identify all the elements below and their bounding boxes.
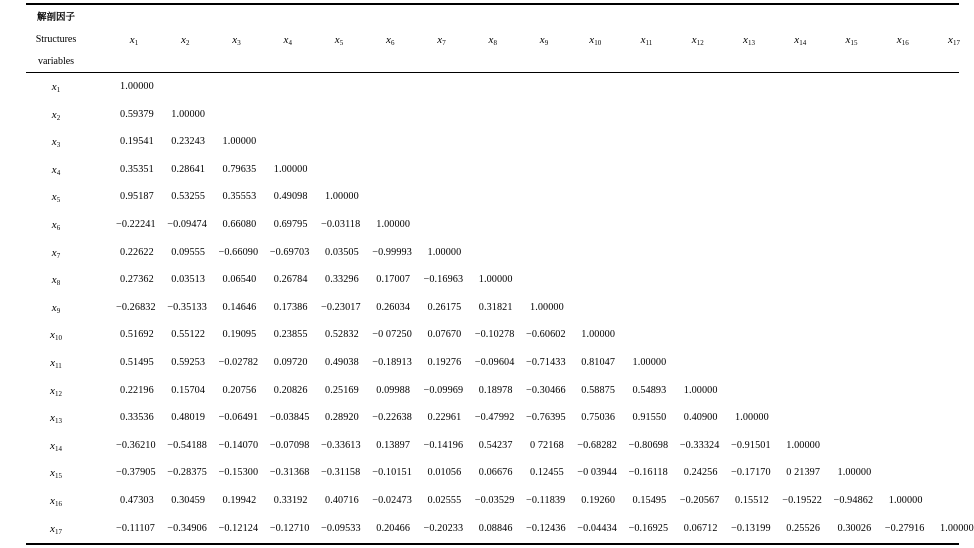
matrix-cell: −0.28375 (167, 467, 207, 479)
matrix-cell: 1.00000 (683, 384, 718, 396)
matrix-cell: 0.09555 (171, 246, 206, 258)
matrix-cell: −0.33324 (679, 439, 720, 451)
matrix-cell: 0.02555 (427, 495, 462, 506)
column-header-14 (780, 34, 820, 49)
matrix-cell: 0.40900 (683, 412, 718, 424)
table-row (26, 73, 959, 101)
matrix-cell: 0.27362 (120, 274, 154, 286)
header-label-structures: Structures (35, 34, 77, 45)
variable-subscript: 12 (54, 389, 62, 398)
matrix-cell: −0.10278 (474, 329, 515, 341)
table-row (26, 266, 959, 294)
variable-symbol: x (283, 34, 289, 46)
variable-subscript: 4 (288, 39, 292, 47)
matrix-cell: 0.58875 (581, 384, 616, 396)
matrix-cell: 1.00000 (273, 163, 308, 175)
matrix-cell: −0.23017 (321, 301, 361, 313)
variable-subscript: 17 (54, 527, 62, 536)
column-header-7 (422, 34, 462, 49)
row-header-16 (26, 494, 86, 511)
matrix-cell: 0.55122 (171, 329, 206, 341)
header-label-chinese: 解剖因子 (36, 12, 75, 23)
matrix-cell: 0.13897 (376, 439, 411, 451)
column-header-9 (524, 34, 564, 49)
column-header-15 (832, 34, 872, 49)
matrix-cell: 0.19095 (222, 329, 257, 341)
matrix-cell: 0.26784 (273, 274, 308, 286)
matrix-cell: −0.07098 (269, 439, 310, 451)
matrix-cell: −0.16925 (628, 522, 669, 534)
row-header-8 (26, 273, 86, 290)
matrix-cell: −0.26832 (116, 301, 156, 313)
matrix-cell: 0.15512 (735, 495, 769, 506)
matrix-cell: 0.17386 (273, 301, 308, 313)
matrix-cell: 0.09988 (376, 384, 411, 396)
table-row (26, 101, 959, 129)
matrix-cell: 0.25169 (325, 384, 359, 396)
matrix-cell: −0.10151 (372, 467, 412, 479)
matrix-cell: 0.19942 (222, 495, 257, 506)
variable-symbol: x (640, 34, 646, 46)
matrix-cell: 0.06676 (478, 467, 513, 479)
matrix-cell: −0.47992 (474, 412, 515, 424)
matrix-cell: −0.31368 (269, 467, 310, 479)
matrix-cell: 0.81047 (581, 357, 616, 368)
matrix-cell: 1.00000 (478, 274, 513, 286)
matrix-cell: −0.71433 (526, 357, 566, 368)
variable-symbol: x (334, 34, 340, 46)
variable-subscript: 2 (185, 39, 190, 47)
column-header-10 (575, 34, 615, 49)
matrix-cell: −0.09969 (423, 384, 464, 396)
matrix-cell: −0.09474 (167, 219, 207, 230)
matrix-cell: 0.75036 (581, 412, 616, 424)
row-header-3 (26, 135, 86, 152)
row-header-10 (26, 328, 86, 345)
matrix-cell: 0.23855 (273, 329, 308, 341)
matrix-cell: 0.79635 (222, 163, 257, 175)
variable-subscript: 9 (544, 39, 549, 47)
row-header-12 (26, 384, 86, 401)
table-row (26, 432, 959, 460)
matrix-cell: 0.03513 (171, 274, 206, 286)
variable-symbol: x (232, 34, 238, 46)
matrix-cell: 0.14646 (222, 301, 257, 313)
variable-symbol: x (896, 34, 902, 46)
variable-symbol: x (539, 34, 545, 46)
matrix-cell: 0.19260 (581, 495, 616, 506)
column-header-12 (678, 34, 718, 49)
matrix-cell: −0.12436 (526, 522, 566, 534)
matrix-cell: 0.35351 (120, 163, 154, 175)
variable-subscript: 11 (645, 39, 653, 47)
correlation-matrix (26, 73, 974, 543)
variable-symbol: x (51, 274, 57, 287)
matrix-cell: −0.76395 (526, 412, 566, 424)
matrix-cell: 0.66080 (222, 219, 257, 230)
table-row (26, 404, 959, 432)
matrix-cell: 1.00000 (837, 467, 872, 479)
row-header-4 (26, 163, 86, 180)
matrix-cell: −0.69703 (269, 246, 310, 258)
matrix-cell: −0.34906 (167, 522, 207, 534)
matrix-cell: −0.02782 (218, 357, 259, 368)
matrix-cell: −0.20233 (423, 522, 464, 534)
matrix-cell: 0.30459 (171, 495, 206, 506)
variable-symbol: x (743, 34, 748, 46)
variable-subscript: 10 (54, 334, 62, 343)
matrix-cell: 0.20756 (222, 384, 257, 396)
variable-symbol: x (948, 34, 953, 46)
variable-subscript: 12 (696, 39, 704, 47)
table-row (26, 321, 959, 349)
table-row (26, 294, 959, 322)
table-row (26, 156, 959, 184)
row-header-6 (26, 218, 86, 235)
matrix-cell: 1.00000 (940, 522, 974, 534)
table-header (26, 5, 959, 72)
matrix-cell: 0.08846 (478, 522, 513, 534)
table-row (26, 128, 959, 156)
matrix-cell: 1.00000 (530, 301, 564, 313)
matrix-cell: 1.00000 (427, 246, 462, 258)
matrix-cell: −0.22241 (116, 219, 156, 230)
row-header-11 (26, 356, 86, 373)
variable-subscript: 8 (56, 279, 61, 288)
matrix-cell: 0.59253 (171, 357, 206, 368)
variable-subscript: 4 (56, 168, 61, 177)
matrix-cell: 0.95187 (120, 191, 154, 203)
variable-subscript: 6 (56, 224, 61, 232)
matrix-cell: 0.17007 (376, 274, 411, 286)
column-header-8 (473, 34, 513, 49)
column-header-1 (114, 34, 154, 49)
matrix-cell: −0.17170 (731, 467, 771, 479)
variable-subscript: 14 (799, 39, 807, 47)
variable-symbol: x (691, 34, 697, 46)
matrix-cell: −0.18913 (372, 357, 412, 368)
variable-subscript: 3 (56, 141, 61, 150)
row-header-2 (26, 108, 86, 125)
matrix-cell: 0.18978 (478, 384, 513, 396)
matrix-cell: 0.28920 (325, 412, 359, 424)
matrix-cell: 0.40716 (325, 495, 359, 506)
matrix-cell: 0.25526 (786, 522, 821, 534)
variable-symbol: x (50, 412, 55, 425)
matrix-cell: −0.31158 (321, 467, 361, 479)
variable-symbol: x (50, 467, 55, 480)
row-header-1 (26, 80, 86, 97)
matrix-cell: 0.59379 (120, 108, 154, 120)
matrix-cell: −0.20567 (679, 495, 720, 506)
column-header-4 (268, 34, 308, 49)
matrix-cell: 0.01056 (427, 467, 462, 479)
variable-symbol: x (589, 34, 595, 46)
matrix-cell: 0.28641 (171, 163, 206, 175)
matrix-cell: 0.03505 (325, 246, 359, 258)
table-row (26, 377, 959, 405)
matrix-cell: −0.12710 (269, 522, 310, 534)
matrix-cell: 1.00000 (786, 439, 821, 451)
matrix-cell: 0.51495 (120, 357, 154, 368)
matrix-cell: −0.03529 (474, 495, 515, 506)
variable-subscript: 6 (390, 39, 395, 47)
matrix-cell: −0.66090 (218, 246, 259, 258)
matrix-cell: 1.00000 (120, 81, 154, 92)
column-header-6 (370, 34, 410, 49)
variable-symbol: x (51, 246, 57, 259)
matrix-cell: 0.07670 (427, 329, 462, 341)
matrix-cell: 0 72168 (530, 439, 564, 451)
matrix-cell: 0.26034 (376, 301, 411, 313)
matrix-cell: −0.19522 (782, 495, 822, 506)
matrix-cell: 1.00000 (735, 412, 769, 424)
matrix-cell: 0.24256 (683, 467, 718, 479)
matrix-cell: 0.20826 (273, 384, 308, 396)
variable-symbol: x (51, 136, 57, 149)
column-header-2 (165, 34, 205, 49)
variable-subscript: 9 (56, 306, 61, 315)
matrix-cell: −0.06491 (218, 412, 259, 424)
variable-subscript: 2 (56, 113, 61, 122)
variable-subscript: 14 (54, 444, 62, 453)
variable-symbol: x (50, 522, 55, 535)
matrix-cell: 0.49098 (273, 191, 308, 203)
matrix-cell: 0.31821 (478, 301, 513, 313)
variable-subscript: 8 (493, 39, 497, 47)
variable-symbol: x (50, 495, 55, 507)
matrix-cell: −0.02473 (372, 495, 412, 506)
matrix-cell: 1.00000 (632, 357, 667, 368)
matrix-cell: −0.04434 (577, 522, 617, 534)
row-header-9 (26, 301, 86, 318)
variable-subscript: 17 (952, 39, 960, 47)
matrix-cell: 0.09720 (273, 357, 308, 368)
row-header-15 (26, 466, 86, 483)
variable-symbol: x (51, 81, 57, 93)
matrix-cell: 0.53255 (171, 191, 206, 203)
matrix-cell: −0.14196 (423, 439, 464, 451)
matrix-cell: 0.15704 (171, 384, 206, 396)
table-row (26, 183, 959, 211)
matrix-cell: −0.35133 (167, 301, 207, 313)
matrix-cell: 1.00000 (888, 495, 923, 506)
matrix-cell: 0.69795 (273, 219, 308, 230)
matrix-cell: −0.91501 (731, 439, 771, 451)
variable-symbol: x (50, 329, 55, 342)
matrix-cell: 0.51692 (120, 329, 154, 341)
matrix-cell: −0.94862 (833, 495, 874, 506)
matrix-cell: −0.11839 (526, 495, 566, 506)
matrix-cell: −0.15300 (218, 467, 259, 479)
matrix-cell: −0.16963 (423, 274, 464, 286)
matrix-cell: 0.54893 (632, 384, 667, 396)
matrix-cell: 0.19276 (427, 357, 462, 368)
variable-subscript: 11 (55, 362, 62, 370)
variable-symbol: x (51, 191, 57, 204)
matrix-cell: 0.49038 (325, 357, 359, 368)
header-label-variables: variables (37, 56, 75, 67)
variable-subscript: 3 (237, 39, 241, 47)
variable-symbol: x (437, 34, 443, 46)
matrix-cell: 0.06712 (683, 522, 718, 534)
variable-symbol: x (50, 357, 56, 369)
table-row (26, 459, 959, 487)
matrix-cell: 0.06540 (222, 274, 257, 286)
variable-symbol: x (488, 34, 494, 46)
matrix-cell: −0.09604 (474, 357, 515, 368)
table-bottom-rule (26, 543, 959, 545)
matrix-cell: 0.22196 (120, 384, 154, 396)
matrix-cell: 0.91550 (632, 412, 667, 424)
variable-subscript: 15 (54, 472, 62, 481)
matrix-cell: −0.36210 (116, 439, 156, 451)
matrix-cell: −0.60602 (526, 329, 566, 341)
matrix-cell: 0.33296 (325, 274, 359, 286)
matrix-cell: −0.16118 (628, 467, 668, 479)
matrix-cell: −0.80698 (628, 439, 669, 451)
matrix-cell: −0.30466 (526, 384, 566, 396)
matrix-cell: 0.15495 (632, 495, 667, 506)
matrix-cell: 1.00000 (171, 108, 206, 120)
matrix-cell: 0.52832 (325, 329, 359, 341)
matrix-cell: 0.26175 (427, 301, 462, 313)
column-header-5 (319, 34, 359, 49)
table-row (26, 239, 959, 267)
matrix-cell: −0.12124 (218, 522, 259, 534)
variable-symbol: x (794, 34, 800, 46)
matrix-cell: 0.47303 (120, 495, 154, 506)
matrix-cell: −0.22638 (372, 412, 412, 424)
matrix-cell: 1.00000 (376, 219, 411, 230)
matrix-cell: 0.33192 (273, 495, 308, 506)
matrix-cell: 0 21397 (786, 467, 821, 479)
variable-subscript: 15 (850, 39, 858, 47)
variable-subscript: 13 (54, 417, 62, 426)
variable-symbol: x (845, 34, 851, 46)
table-row (26, 515, 974, 543)
variable-subscript: 10 (594, 39, 602, 47)
variable-subscript: 16 (54, 500, 62, 508)
column-header-16 (883, 34, 923, 49)
matrix-cell: −0.14070 (218, 439, 259, 451)
column-header-11 (627, 34, 667, 49)
matrix-cell: 0.48019 (171, 412, 206, 424)
matrix-cell: 1.00000 (325, 191, 359, 203)
row-header-7 (26, 246, 86, 263)
matrix-cell: −0.68282 (577, 439, 617, 451)
variable-symbol: x (50, 384, 55, 397)
variable-symbol: x (129, 34, 135, 46)
column-header-13 (729, 34, 769, 49)
matrix-cell: −0.99993 (372, 246, 412, 258)
table-row (26, 349, 959, 377)
matrix-cell: −0.03845 (269, 412, 310, 424)
variable-subscript: 1 (134, 39, 139, 47)
row-header-14 (26, 439, 86, 456)
matrix-cell: 0.35553 (222, 191, 257, 203)
matrix-cell: 0.22622 (120, 246, 154, 258)
matrix-cell: −0.54188 (167, 439, 207, 451)
row-header-13 (26, 411, 86, 428)
table-row (26, 487, 959, 515)
matrix-cell: −0.13199 (731, 522, 771, 534)
matrix-cell: −0.03118 (321, 219, 361, 230)
matrix-cell: 1.00000 (581, 329, 616, 341)
matrix-cell: 0.54237 (478, 439, 513, 451)
matrix-cell: −0.37905 (116, 467, 156, 479)
matrix-cell: −0 07250 (372, 329, 412, 341)
variable-subscript: 1 (56, 86, 61, 94)
column-header-17 (934, 34, 974, 49)
matrix-cell: −0 03944 (577, 467, 617, 479)
matrix-cell: 1.00000 (222, 136, 257, 148)
matrix-cell: 0.30026 (837, 522, 872, 534)
variable-symbol: x (50, 439, 55, 452)
matrix-cell: 0.12455 (530, 467, 564, 479)
variable-symbol: x (51, 163, 57, 176)
variable-symbol: x (51, 219, 57, 231)
matrix-cell: −0.27916 (884, 522, 925, 534)
row-header-17 (26, 522, 86, 539)
matrix-cell: −0.11107 (116, 522, 155, 534)
matrix-cell: 0.20466 (376, 522, 411, 534)
variable-subscript: 7 (56, 251, 61, 260)
matrix-cell: 0.22961 (427, 412, 462, 424)
variable-subscript: 7 (442, 39, 446, 47)
variable-symbol: x (181, 34, 186, 46)
variable-symbol: x (51, 108, 57, 121)
variable-subscript: 13 (747, 39, 755, 47)
table-row (26, 211, 959, 239)
matrix-cell: 0.23243 (171, 136, 206, 148)
column-header-3 (217, 34, 257, 49)
matrix-cell: −0.09533 (321, 522, 361, 534)
matrix-cell: 0.33536 (120, 412, 154, 424)
matrix-cell: −0.33613 (321, 439, 361, 451)
variable-subscript: 5 (56, 196, 61, 205)
variable-symbol: x (51, 301, 57, 314)
variable-subscript: 16 (901, 39, 909, 47)
matrix-cell: 0.19541 (120, 136, 154, 148)
row-header-5 (26, 190, 86, 207)
variable-symbol: x (386, 34, 391, 46)
variable-subscript: 5 (339, 39, 344, 47)
